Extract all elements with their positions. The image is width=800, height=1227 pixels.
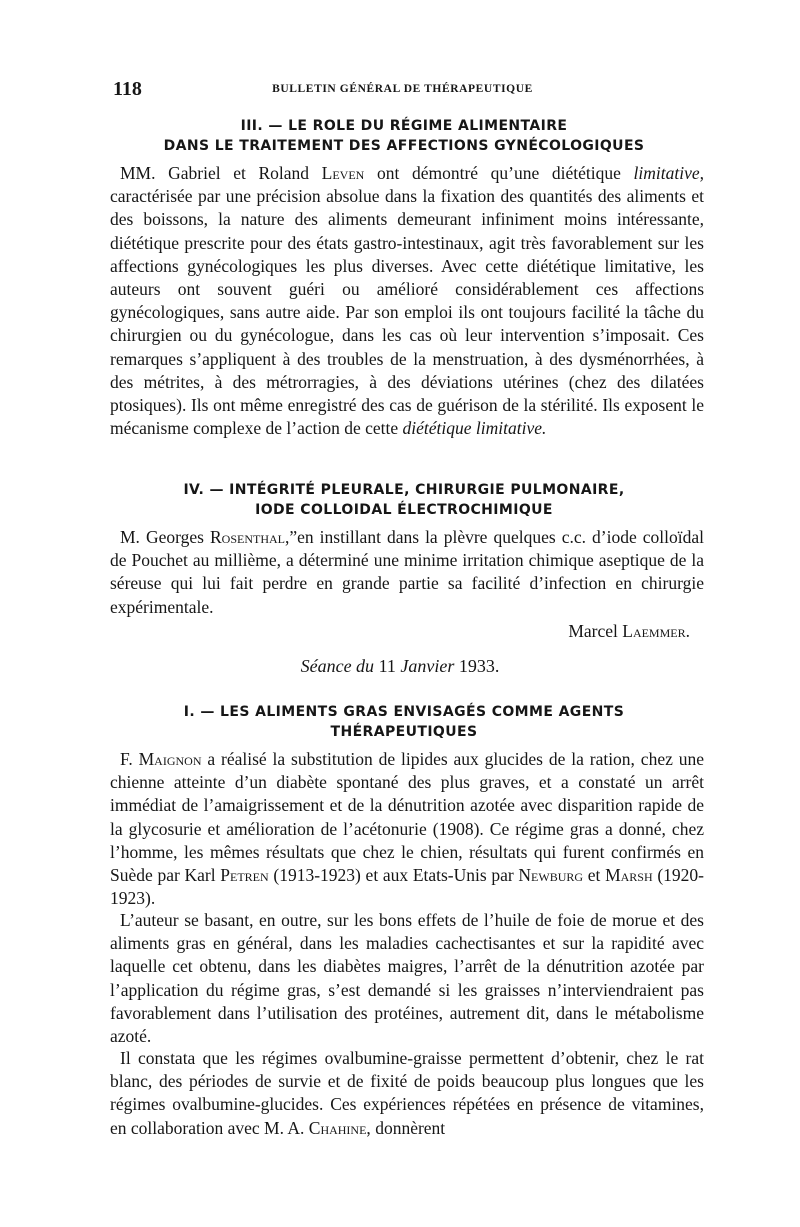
- running-head: [113, 78, 692, 102]
- author-name: Rosenthal,: [209, 527, 290, 547]
- section-3-heading-line-1: III. — LE ROLE DU RÉGIME ALIMENTAIRE: [240, 118, 568, 134]
- section-4-paragraph: [110, 526, 704, 619]
- section-4-heading-line-2: IODE COLLOIDAL ÉLECTROCHIMIQUE: [255, 502, 553, 518]
- italic-term: limitative,: [633, 163, 704, 183]
- journal-title: BULLETIN GÉNÉRAL DE THÉRAPEUTIQUE: [272, 83, 533, 95]
- section-3-heading: [108, 116, 700, 156]
- session-year: 1933.: [458, 656, 500, 676]
- section-1-heading-line-1: I. — LES ALIMENTS GRAS ENVISAGÉS COMME AGENTS: [183, 704, 625, 720]
- text-run: Il constata que les régimes ovalbumine-graisse permettent d’obtenir, chez le rat blanc, des périodes de survie et de fixité de poids beaucoup plus longues que les régimes ovalbumine-glucides. Ces expériences répétées en présence de vitamines, en collaboration avec M. A.: [110, 1048, 704, 1138]
- signature: [568, 621, 690, 642]
- text-run: (1920-1923).: [110, 865, 704, 909]
- signature-last-name: Laemmer.: [622, 621, 690, 641]
- section-1-heading: [108, 702, 700, 742]
- session-label: Séance du: [300, 656, 375, 676]
- section-4-heading: [108, 480, 700, 520]
- author-name: Newburg: [518, 865, 584, 886]
- author-name: Marsh: [605, 865, 653, 886]
- text-run: donnèrent: [370, 1117, 446, 1138]
- session-day: 11: [378, 656, 396, 676]
- text-run: (1913-1923) et aux Etats-Unis par: [268, 865, 519, 886]
- signature-first-name: Marcel: [568, 621, 623, 641]
- text-run: MM. Gabriel et Roland: [120, 163, 322, 183]
- session-month: Janvier: [400, 656, 455, 676]
- text-run: a réalisé la substitution de lipides aux glucides de la ration, chez une chienne atteinte d’un diabète spontané des plus graves, et a constaté un arrêt immédiat de l’amaigrissement et de la dénutrition azotée avec disparition rapide de la glycosurie et amélioration de l’acétonurie (1908). Ce régime gras a donné, chez l’homme, les mêmes résultats que chez le chien, résultats qui furent confirmés en Suède par Karl: [110, 749, 704, 886]
- author-name: Leven: [321, 163, 365, 183]
- section-1-heading-line-2: THÉRAPEUTIQUES: [330, 724, 478, 740]
- section-4-heading-line-1: IV. — INTÉGRITÉ PLEURALE, CHIRURGIE PULMONAIRE,: [183, 482, 625, 498]
- text-run: M. Georges: [120, 527, 210, 547]
- section-3-heading-line-2: DANS LE TRAITEMENT DES AFFECTIONS GYNÉCOLOGIQUES: [163, 138, 645, 154]
- text-run: ont démontré qu’une diététique: [364, 163, 634, 183]
- text-run: et: [583, 865, 606, 886]
- section-1-paragraph-1: [110, 748, 704, 910]
- section-1-paragraph-3: [110, 1047, 704, 1140]
- text-run: F.: [120, 749, 139, 769]
- italic-term: diététique limitative.: [402, 418, 547, 439]
- author-name: Petren: [220, 865, 269, 886]
- text-run: caractérisée par une précision absolue dans la fixation des quantités des aliments et des boissons, la nature des aliments demeurant infiniment moins intéressante, diététique prescrite pour des états gastro-intestinaux, agit très favorablement sur les affections gynécologiques les plus diverses. Avec cette diététique limitative, les auteurs ont souvent guéri ou amélioré considérablement ces affections gynécologiques, sans autre aide. Par son emploi ils ont toujours facilité la tâche du chirurgien ou du gynécologue, dans les cas où leur intervention s’imposait. Ces remarques s’appliquent à des troubles de la menstruation, à des dysménorrhées, à des métrites, à des métrorragies, à des déviations utérines (chez des dilatées ptosiques). Ils ont même enregistré des cas de guérison de la stérilité. Ils exposent le mécanisme complexe de l’action de cette: [110, 186, 704, 439]
- section-3-paragraph: [110, 162, 704, 440]
- text-run: L’auteur se basant, en outre, sur les bons effets de l’huile de foie de morue et des aliments gras en général, dans les maladies cachectisantes et sur la rapidité avec laquelle cet obtenu, dans les diabètes maigres, l’arrêt de la dénutrition azotée par l’application du régime gras, s’est demandé si les graisses n’interviendraient pas favorablement dans l’utilisation des protéines, autrement dit, dans le métabolisme azoté.: [110, 910, 704, 1047]
- section-1-paragraph-2: [110, 909, 704, 1048]
- page-number: 118: [113, 78, 142, 100]
- session-date: [0, 656, 800, 677]
- text-run: ”en instillant dans la plèvre quelques c.c. d’iode colloïdal de Pouchet au millième, a déterminé une minime irritation chimique aseptique de la séreuse qui lui fait perdre en grande partie sa facilité d’infection en chirurgie expérimentale.: [110, 527, 704, 617]
- author-name: Maignon: [138, 749, 202, 769]
- author-name: Chahine,: [308, 1117, 371, 1138]
